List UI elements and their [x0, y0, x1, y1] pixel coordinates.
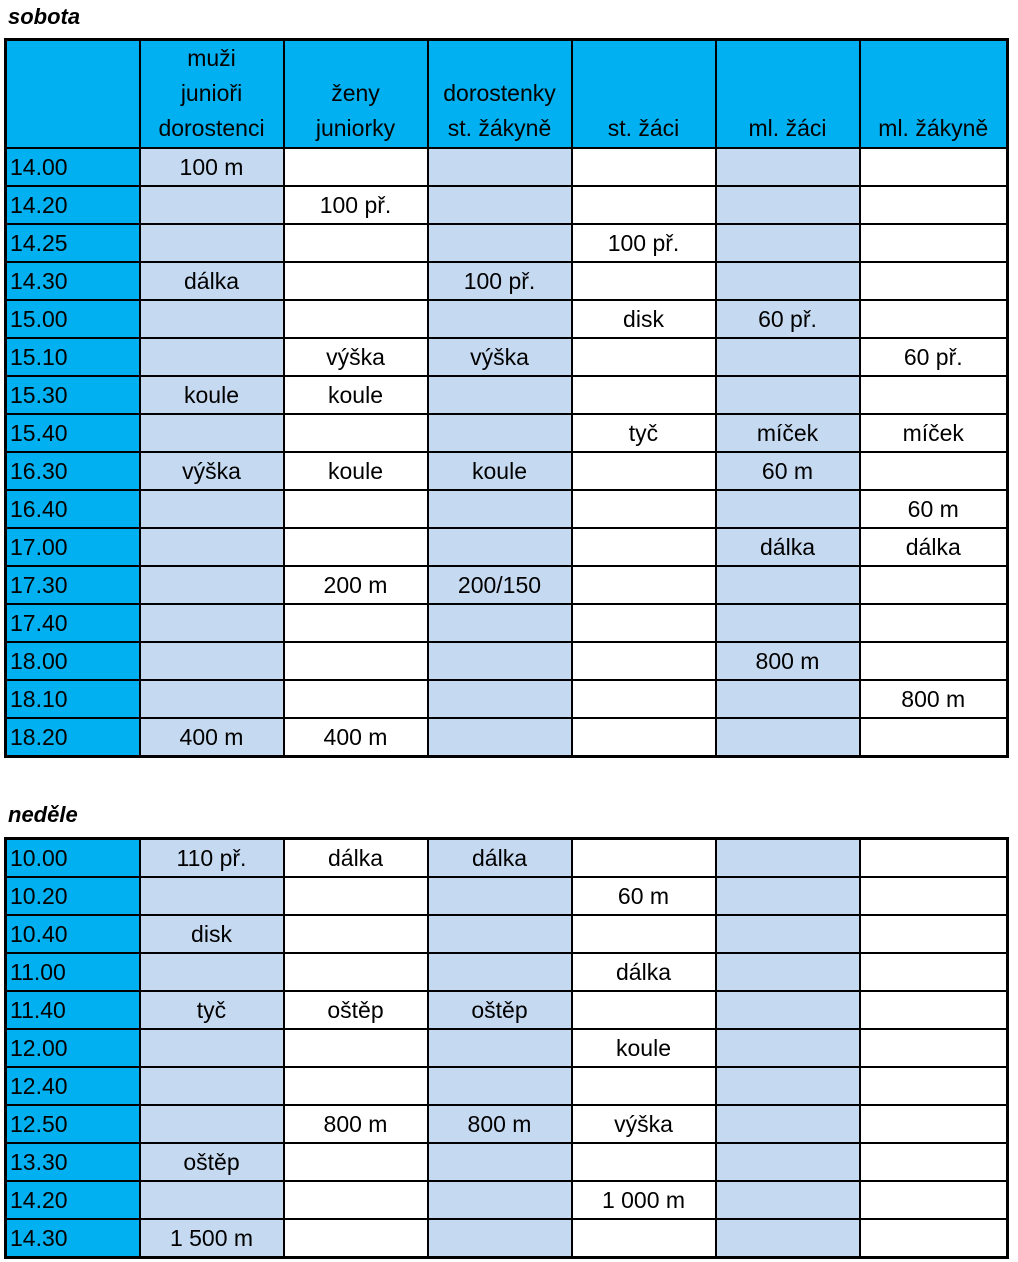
event-cell	[572, 1219, 716, 1258]
event-cell	[284, 528, 428, 566]
event-cell	[428, 186, 572, 224]
event-cell: koule	[572, 1029, 716, 1067]
time-cell: 10.20	[6, 877, 140, 915]
table-row	[6, 877, 1008, 915]
column-header-0	[6, 40, 140, 149]
time-cell: 14.00	[6, 148, 140, 186]
table-row	[6, 604, 1008, 642]
event-cell	[428, 1143, 572, 1181]
event-cell	[860, 604, 1008, 642]
time-cell: 12.00	[6, 1029, 140, 1067]
event-cell: 400 m	[284, 718, 428, 757]
time-cell: 12.50	[6, 1105, 140, 1143]
time-cell: 11.00	[6, 953, 140, 991]
table-row	[6, 1219, 1008, 1258]
table-row	[6, 680, 1008, 718]
event-cell	[860, 452, 1008, 490]
event-cell	[716, 1219, 860, 1258]
event-cell	[716, 991, 860, 1029]
event-cell: výška	[428, 338, 572, 376]
event-cell	[140, 1029, 284, 1067]
event-cell: 400 m	[140, 718, 284, 757]
event-cell	[860, 262, 1008, 300]
event-cell	[428, 604, 572, 642]
event-cell: 100 m	[140, 148, 284, 186]
event-cell	[284, 1219, 428, 1258]
event-cell	[140, 680, 284, 718]
event-cell	[284, 877, 428, 915]
time-cell: 11.40	[6, 991, 140, 1029]
table-row	[6, 414, 1008, 452]
event-cell	[860, 915, 1008, 953]
event-cell	[716, 1181, 860, 1219]
column-header-line: st. žákyně	[447, 115, 552, 141]
event-cell: 100 př.	[428, 262, 572, 300]
table-row	[6, 1029, 1008, 1067]
saturday-header	[6, 40, 1008, 149]
time-cell: 18.00	[6, 642, 140, 680]
table-row	[6, 718, 1008, 757]
event-cell: 60 př.	[716, 300, 860, 338]
event-cell: 200 m	[284, 566, 428, 604]
event-cell: koule	[428, 452, 572, 490]
table-row	[6, 186, 1008, 224]
table-row	[6, 224, 1008, 262]
event-cell	[860, 642, 1008, 680]
table-row	[6, 839, 1008, 878]
table-row	[6, 1067, 1008, 1105]
time-cell: 15.30	[6, 376, 140, 414]
table-row	[6, 338, 1008, 376]
event-cell	[140, 338, 284, 376]
time-cell: 14.20	[6, 1181, 140, 1219]
event-cell	[140, 1181, 284, 1219]
event-cell	[428, 718, 572, 757]
event-cell	[284, 490, 428, 528]
time-cell: 15.10	[6, 338, 140, 376]
event-cell	[860, 186, 1008, 224]
event-cell: dálka	[572, 953, 716, 991]
event-cell	[284, 604, 428, 642]
event-cell	[572, 604, 716, 642]
event-cell	[716, 148, 860, 186]
event-cell: výška	[140, 452, 284, 490]
event-cell	[860, 718, 1008, 757]
event-cell	[572, 376, 716, 414]
table-row	[6, 300, 1008, 338]
event-cell: dálka	[140, 262, 284, 300]
event-cell: míček	[860, 414, 1008, 452]
event-cell: dálka	[716, 528, 860, 566]
event-cell	[140, 300, 284, 338]
event-cell: 800 m	[428, 1105, 572, 1143]
time-cell: 17.30	[6, 566, 140, 604]
sunday-title: neděle	[8, 802, 78, 827]
time-cell: 15.40	[6, 414, 140, 452]
event-cell: 100 př.	[572, 224, 716, 262]
event-cell	[428, 528, 572, 566]
time-cell: 14.30	[6, 262, 140, 300]
event-cell	[428, 915, 572, 953]
event-cell	[860, 1067, 1008, 1105]
event-cell	[860, 1105, 1008, 1143]
event-cell	[572, 839, 716, 878]
event-cell	[572, 1067, 716, 1105]
column-header-line: st. žáci	[607, 115, 680, 141]
event-cell: 800 m	[284, 1105, 428, 1143]
time-cell: 12.40	[6, 1067, 140, 1105]
event-cell	[284, 1143, 428, 1181]
time-cell: 15.00	[6, 300, 140, 338]
table-row	[6, 490, 1008, 528]
event-cell	[284, 224, 428, 262]
event-cell	[284, 262, 428, 300]
time-cell: 17.00	[6, 528, 140, 566]
event-cell	[716, 186, 860, 224]
event-cell	[572, 148, 716, 186]
event-cell: výška	[284, 338, 428, 376]
event-cell: koule	[284, 376, 428, 414]
event-cell	[860, 839, 1008, 878]
event-cell	[284, 953, 428, 991]
event-cell: dálka	[428, 839, 572, 878]
event-cell: 200/150	[428, 566, 572, 604]
event-cell: oštěp	[140, 1143, 284, 1181]
event-cell	[428, 376, 572, 414]
event-cell	[428, 642, 572, 680]
event-cell: 1 500 m	[140, 1219, 284, 1258]
table-row	[6, 528, 1008, 566]
event-cell: 1 000 m	[572, 1181, 716, 1219]
event-cell: 60 m	[572, 877, 716, 915]
event-cell	[140, 604, 284, 642]
column-header-line: dorostenky	[443, 80, 556, 106]
event-cell	[860, 953, 1008, 991]
event-cell	[716, 1067, 860, 1105]
event-cell: oštěp	[428, 991, 572, 1029]
event-cell	[716, 224, 860, 262]
column-header-6	[860, 40, 1008, 149]
event-cell	[428, 414, 572, 452]
event-cell	[140, 1067, 284, 1105]
table-row	[6, 915, 1008, 953]
event-cell: koule	[284, 452, 428, 490]
table-row	[6, 953, 1008, 991]
event-cell	[140, 186, 284, 224]
event-cell	[428, 1219, 572, 1258]
event-cell	[716, 604, 860, 642]
time-cell: 17.40	[6, 604, 140, 642]
event-cell	[716, 490, 860, 528]
event-cell	[284, 915, 428, 953]
event-cell	[428, 1181, 572, 1219]
event-cell: 110 př.	[140, 839, 284, 878]
event-cell	[140, 1105, 284, 1143]
time-cell: 10.00	[6, 839, 140, 878]
column-header-line: junioři	[180, 80, 243, 106]
event-cell	[572, 991, 716, 1029]
event-cell	[140, 224, 284, 262]
event-cell: koule	[140, 376, 284, 414]
event-cell: tyč	[572, 414, 716, 452]
sunday-body	[6, 839, 1008, 1258]
event-cell	[716, 262, 860, 300]
event-cell	[716, 1029, 860, 1067]
event-cell	[428, 224, 572, 262]
table-row	[6, 1181, 1008, 1219]
event-cell	[860, 877, 1008, 915]
event-cell	[140, 642, 284, 680]
time-cell: 18.20	[6, 718, 140, 757]
event-cell	[716, 718, 860, 757]
column-header-4	[572, 40, 716, 149]
table-row	[6, 642, 1008, 680]
event-cell	[284, 1181, 428, 1219]
event-cell	[860, 300, 1008, 338]
table-row	[6, 148, 1008, 186]
table-row	[6, 376, 1008, 414]
event-cell	[716, 1105, 860, 1143]
event-cell: tyč	[140, 991, 284, 1029]
column-header-1	[140, 40, 284, 149]
table-row	[6, 566, 1008, 604]
event-cell: 60 m	[860, 490, 1008, 528]
event-cell: oštěp	[284, 991, 428, 1029]
event-cell	[572, 680, 716, 718]
event-cell: dálka	[860, 528, 1008, 566]
event-cell	[140, 953, 284, 991]
event-cell	[860, 148, 1008, 186]
event-cell	[428, 148, 572, 186]
event-cell	[572, 566, 716, 604]
event-cell	[140, 566, 284, 604]
event-cell	[860, 1143, 1008, 1181]
saturday-title: sobota	[8, 4, 81, 29]
time-cell: 14.25	[6, 224, 140, 262]
time-cell: 13.30	[6, 1143, 140, 1181]
event-cell	[716, 566, 860, 604]
event-cell	[860, 1181, 1008, 1219]
event-cell: dálka	[284, 839, 428, 878]
event-cell	[716, 877, 860, 915]
time-cell: 16.40	[6, 490, 140, 528]
table-row	[6, 1143, 1008, 1181]
event-cell	[860, 991, 1008, 1029]
event-cell	[716, 839, 860, 878]
sunday-schedule-table	[4, 837, 1009, 1259]
column-header-line: dorostenci	[158, 115, 265, 141]
event-cell: 60 m	[716, 452, 860, 490]
saturday-schedule-table	[4, 38, 1009, 758]
column-header-line: ml. žáci	[748, 115, 827, 141]
event-cell: disk	[572, 300, 716, 338]
event-cell	[284, 1067, 428, 1105]
event-cell	[716, 1143, 860, 1181]
event-cell	[860, 566, 1008, 604]
event-cell	[716, 953, 860, 991]
event-cell	[572, 186, 716, 224]
time-cell: 18.10	[6, 680, 140, 718]
table-row	[6, 452, 1008, 490]
event-cell	[572, 452, 716, 490]
event-cell	[860, 224, 1008, 262]
time-cell: 14.20	[6, 186, 140, 224]
event-cell	[428, 300, 572, 338]
event-cell	[572, 642, 716, 680]
event-cell	[140, 414, 284, 452]
event-cell: 100 př.	[284, 186, 428, 224]
table-row	[6, 262, 1008, 300]
event-cell	[428, 953, 572, 991]
event-cell	[284, 414, 428, 452]
column-header-line: juniorky	[315, 115, 396, 141]
time-cell: 16.30	[6, 452, 140, 490]
column-header-line: ženy	[331, 80, 380, 106]
event-cell	[140, 877, 284, 915]
event-cell	[428, 680, 572, 718]
event-cell	[860, 1219, 1008, 1258]
table-row	[6, 991, 1008, 1029]
event-cell: míček	[716, 414, 860, 452]
event-cell	[140, 528, 284, 566]
event-cell: výška	[572, 1105, 716, 1143]
event-cell	[428, 490, 572, 528]
event-cell	[428, 1029, 572, 1067]
event-cell: 60 př.	[860, 338, 1008, 376]
event-cell	[572, 338, 716, 376]
event-cell	[284, 642, 428, 680]
saturday-body	[6, 148, 1008, 757]
column-header-3	[428, 40, 572, 149]
event-cell	[572, 915, 716, 953]
event-cell	[140, 490, 284, 528]
event-cell: 800 m	[860, 680, 1008, 718]
event-cell	[284, 1029, 428, 1067]
event-cell: disk	[140, 915, 284, 953]
event-cell	[860, 376, 1008, 414]
event-cell	[860, 1029, 1008, 1067]
event-cell	[428, 877, 572, 915]
column-header-line: ml. žákyně	[878, 115, 989, 141]
event-cell	[572, 528, 716, 566]
event-cell	[716, 376, 860, 414]
event-cell	[572, 490, 716, 528]
event-cell	[716, 680, 860, 718]
time-cell: 10.40	[6, 915, 140, 953]
event-cell	[716, 338, 860, 376]
event-cell	[284, 148, 428, 186]
event-cell: 800 m	[716, 642, 860, 680]
column-header-5	[716, 40, 860, 149]
table-row	[6, 1105, 1008, 1143]
event-cell	[284, 300, 428, 338]
event-cell	[716, 915, 860, 953]
event-cell	[572, 1143, 716, 1181]
event-cell	[572, 262, 716, 300]
column-header-line: muži	[187, 45, 236, 71]
time-cell: 14.30	[6, 1219, 140, 1258]
event-cell	[428, 1067, 572, 1105]
event-cell	[284, 680, 428, 718]
column-header-2	[284, 40, 428, 149]
event-cell	[572, 718, 716, 757]
